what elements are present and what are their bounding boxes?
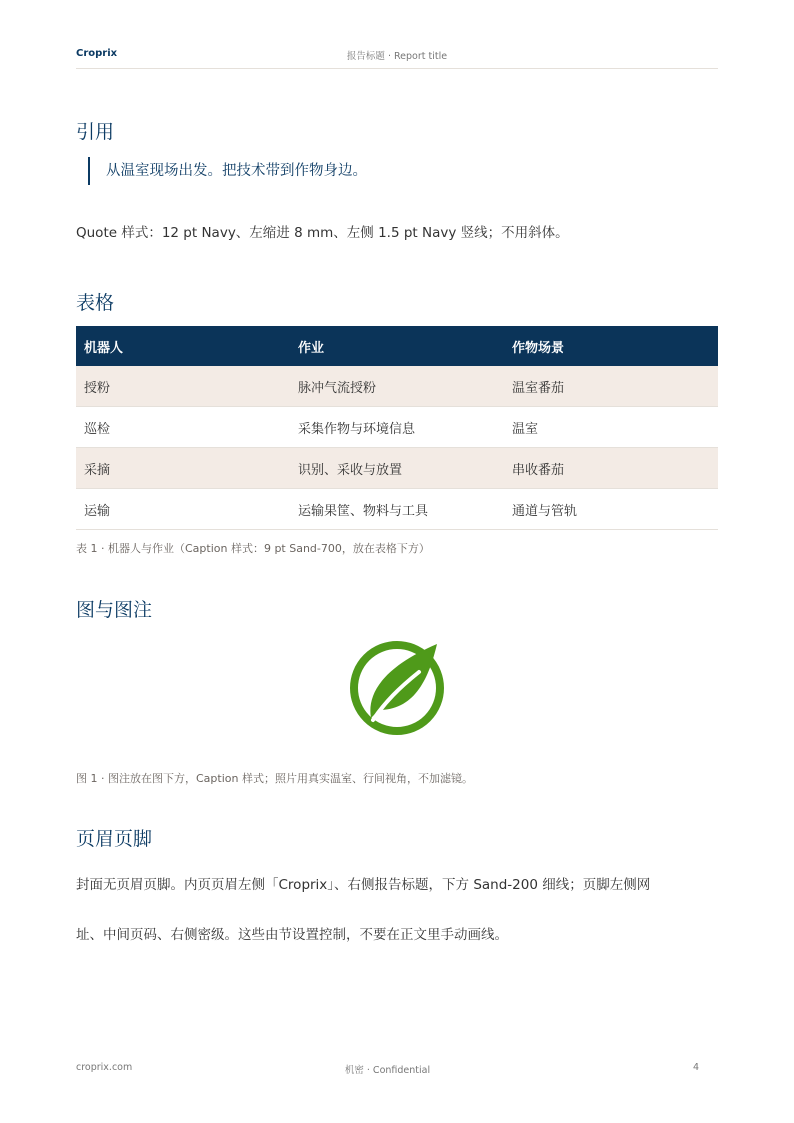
column-header: 作业 [290,326,504,366]
paragraph-line: 址、中间页码、右侧密级。这些由节设置控制，不要在正文里手动画线。 [76,927,508,943]
footer-website: croprix.com [76,1062,133,1073]
table-cell: 温室 [504,407,718,448]
table-cell: 授粉 [76,366,290,407]
table-cell: 串收番茄 [504,448,718,489]
section-heading-figure: 图与图注 [76,599,153,621]
table-row [76,489,718,530]
column-header: 作物场景 [504,326,718,366]
paragraph-line: 封面无页眉页脚。内页页眉左侧「Croprix」、右侧报告标题，下方 Sand-200 细线；页脚左侧网 [76,877,651,893]
table-cell: 运输果筐、物料与工具 [290,489,504,530]
table-header-row [76,326,718,366]
table-cell: 脉冲气流授粉 [290,366,504,407]
header-footer-paragraph [76,860,718,960]
table-cell: 巡检 [76,407,290,448]
section-heading-header-footer: 页眉页脚 [76,828,153,850]
table-cell: 运输 [76,489,290,530]
table-row [76,448,718,489]
page-footer [76,1062,699,1076]
table-row [76,366,718,407]
table-row [76,407,718,448]
header-report-title: 报告标题 · Report title [346,51,448,62]
column-header: 机器人 [76,326,290,366]
page-number: 4 [692,1062,699,1073]
table-cell: 温室番茄 [504,366,718,407]
quote-style-note: Quote 样式：12 pt Navy、左缩进 8 mm、左侧 1.5 pt Navy 竖线；不用斜体。 [76,225,569,241]
robot-table [76,326,718,530]
blockquote: 从温室现场出发。把技术带到作物身边。 [88,157,367,185]
table-cell: 采集作物与环境信息 [290,407,504,448]
footer-classification: 机密 · Confidential [344,1065,431,1076]
section-heading-table: 表格 [76,292,115,314]
brand-name: Croprix [76,48,118,59]
table-cell: 采摘 [76,448,290,489]
section-heading-quote: 引用 [76,121,115,143]
page-header [76,40,718,69]
figure-caption: 图 1 · 图注放在图下方，Caption 样式；照片用真实温室、行间视角，不加滤镜。 [76,772,473,785]
table-cell: 识别、采收与放置 [290,448,504,489]
leaf-icon [349,640,445,736]
table-cell: 通道与管轨 [504,489,718,530]
table-caption: 表 1 · 机器人与作业（Caption 样式：9 pt Sand-700，放在表格下方） [76,542,430,555]
